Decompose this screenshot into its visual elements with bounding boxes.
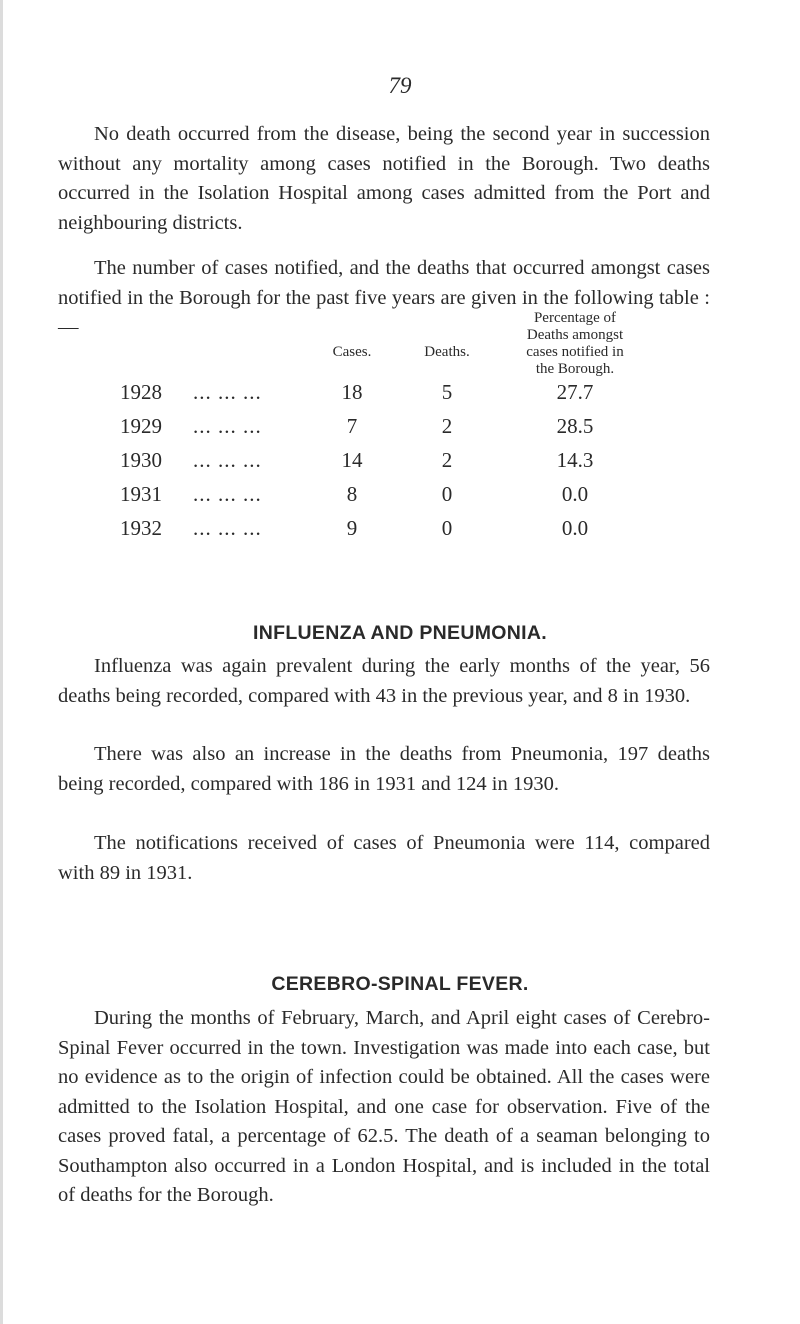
leader-dots: ... ... ...	[193, 414, 262, 438]
paragraph-pneumonia-notifications: The notifications received of cases of Pneumonia were 114, compared with 89 in 1931.	[58, 832, 710, 884]
table-row	[0, 448, 800, 478]
paragraph-pneumonia-deaths: There was also an increase in the deaths from Pneumonia, 197 deaths being recorded, compared with 186 in 1931 and 124 in 1930.	[58, 743, 710, 795]
row-deaths: 0	[441, 482, 453, 506]
row-deaths: 5	[441, 380, 453, 404]
row-year: 1929	[120, 414, 162, 438]
leader-dots: ... ... ...	[193, 380, 262, 404]
page-number: 79	[388, 73, 412, 98]
row-percentage: 28.5	[556, 414, 594, 438]
row-cases: 7	[346, 414, 358, 438]
table-row	[0, 482, 800, 512]
paragraph-table-intro: The number of cases notified, and the deaths that occurred amongst cases notified in the Borough for the past five years are given in the following table :—	[58, 257, 710, 338]
row-year: 1931	[120, 482, 162, 506]
paragraph-no-death: No death occurred from the disease, being the second year in succession without any mortality among cases notified in the Borough. Two deaths occurred in the Isolation Hospital among cases admitted from the Port and neighbouring districts.	[58, 123, 710, 234]
row-cases: 8	[346, 482, 358, 506]
column-header-percentage: Percentage of Deaths amongst cases notified in the Borough.	[526, 310, 624, 377]
row-percentage: 0.0	[561, 516, 589, 540]
paragraph-cerebro-spinal: During the months of February, March, and April eight cases of Cerebro-Spinal Fever occurred in the town. Investigation was made into each case, but no evidence as to the origin of infection could be obtained. All the cases were admitted to the Isolation Hospital, and one case for observation. Five of the cases proved fatal, a percentage of 62.5. The death of a seaman belonging to Southampton also occurred in a London Hospital, and is included in the total of deaths for the Borough.	[58, 1007, 710, 1206]
row-percentage: 0.0	[561, 482, 589, 506]
row-deaths: 2	[441, 414, 453, 438]
row-deaths: 0	[441, 516, 453, 540]
column-header-deaths: Deaths.	[424, 344, 470, 360]
row-cases: 9	[346, 516, 358, 540]
heading-influenza-pneumonia: INFLUENZA AND PNEUMONIA.	[253, 622, 547, 644]
heading-cerebro-spinal-fever: CEREBRO-SPINAL FEVER.	[271, 973, 529, 995]
column-header-cases: Cases.	[332, 344, 372, 360]
leader-dots: ... ... ...	[193, 482, 262, 506]
leader-dots: ... ... ...	[193, 516, 262, 540]
table-row	[0, 516, 800, 546]
page-edge-shadow	[0, 0, 3, 1324]
row-deaths: 2	[441, 448, 453, 472]
leader-dots: ... ... ...	[193, 448, 262, 472]
table-row	[0, 414, 800, 444]
row-cases: 18	[341, 380, 363, 404]
row-year: 1930	[120, 448, 162, 472]
paragraph-influenza: Influenza was again prevalent during the early months of the year, 56 deaths being recorded, compared with 43 in the previous year, and 8 in 1930.	[58, 655, 710, 707]
row-year: 1928	[120, 380, 162, 404]
row-year: 1932	[120, 516, 162, 540]
row-cases: 14	[341, 448, 363, 472]
row-percentage: 27.7	[556, 380, 594, 404]
row-percentage: 14.3	[556, 448, 594, 472]
table-row	[0, 380, 800, 410]
